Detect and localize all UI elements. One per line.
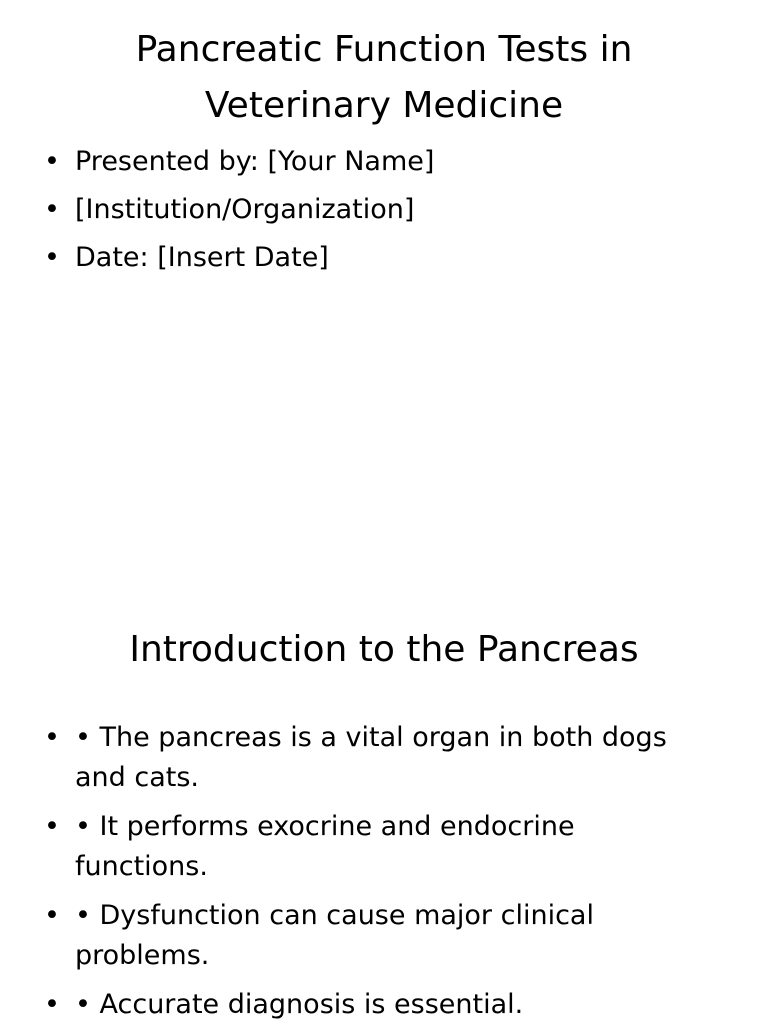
bullet-icon: • <box>44 811 60 842</box>
bullet-text: Presented by: [Your Name] <box>75 146 435 177</box>
bullet-text: [Institution/Organization] <box>75 194 415 225</box>
bullet-icon: • <box>44 242 60 273</box>
bullet-item <box>44 718 704 798</box>
bullet-icon: • <box>44 194 60 225</box>
bullet-item <box>44 807 704 887</box>
slide-title: Introduction to the Pancreas <box>129 629 639 670</box>
intro-slide <box>0 580 768 1024</box>
bullet-icon: • <box>44 722 60 753</box>
bullet-item <box>44 985 704 1025</box>
bullet-item <box>44 144 704 192</box>
slide-title: Pancreatic Function Tests in Veterinary Medicine <box>135 29 633 126</box>
bullet-icon: • <box>44 989 60 1020</box>
bullet-item <box>44 240 704 288</box>
bullet-text: • Accurate diagnosis is essential. <box>75 989 524 1020</box>
bullet-item <box>44 192 704 240</box>
bullet-text: • Dysfunction can cause major clinical problems. <box>75 900 594 971</box>
bullet-text: • The pancreas is a vital organ in both dogs and cats. <box>75 722 667 793</box>
bullet-text: Date: [Insert Date] <box>75 242 329 273</box>
bullet-list <box>44 718 704 1034</box>
bullet-list <box>44 144 704 288</box>
bullet-icon: • <box>44 900 60 931</box>
bullet-item <box>44 896 704 976</box>
bullet-icon: • <box>44 146 60 177</box>
bullet-text: • It performs exocrine and endocrine functions. <box>75 811 575 882</box>
